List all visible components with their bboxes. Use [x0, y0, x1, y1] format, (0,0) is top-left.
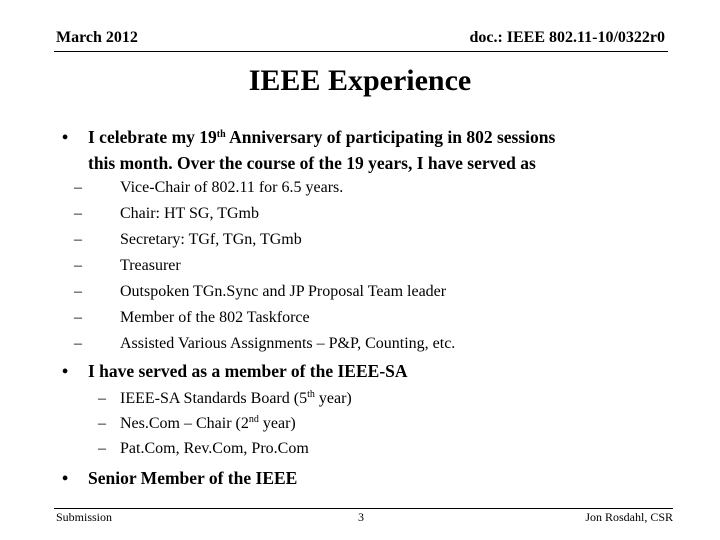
- header-divider: [54, 51, 668, 52]
- sub-item: – Vice-Chair of 802.11 for 6.5 years.: [74, 179, 344, 196]
- bullet-dot-icon: •: [62, 127, 69, 147]
- slide-title: IEEE Experience: [248, 64, 472, 97]
- sub-item: – Chair: HT SG, TGmb: [74, 205, 259, 222]
- sub-item: – Treasurer: [74, 257, 181, 274]
- footer-author: Jon Rosdahl, CSR: [585, 510, 673, 524]
- header-date: March 2012: [56, 29, 138, 46]
- header-doc-id: doc.: IEEE 802.11-10/0322r0: [469, 29, 665, 46]
- sub-item: – Assisted Various Assignments – P&P, Counting, etc.: [74, 335, 456, 352]
- page-number: 3: [358, 510, 364, 524]
- sub-item: – Member of the 802 Taskforce: [74, 309, 310, 326]
- sub-item: – Secretary: TGf, TGn, TGmb: [74, 231, 302, 248]
- footer-submission: Submission: [56, 510, 113, 524]
- bullet-dot-icon: •: [62, 468, 69, 488]
- bullet-dot-icon: •: [62, 361, 69, 381]
- footer-divider: [54, 508, 673, 509]
- sub-item: – Nes.Com – Chair (2nd year): [98, 414, 296, 432]
- bullet-3: • Senior Member of the IEEE: [88, 465, 297, 491]
- bullet-2: • I have served as a member of the IEEE-SA: [88, 358, 408, 384]
- sub-item: – Pat.Com, Rev.Com, Pro.Com: [98, 440, 309, 457]
- sub-item: – Outspoken TGn.Sync and JP Proposal Team leader: [74, 283, 447, 300]
- bullet-1: • I celebrate my 19th Anniversary of participating in 802 sessions this month. Over the course of the 19 years, I have served as: [88, 124, 555, 176]
- sub-item: – IEEE-SA Standards Board (5th year): [98, 389, 352, 407]
